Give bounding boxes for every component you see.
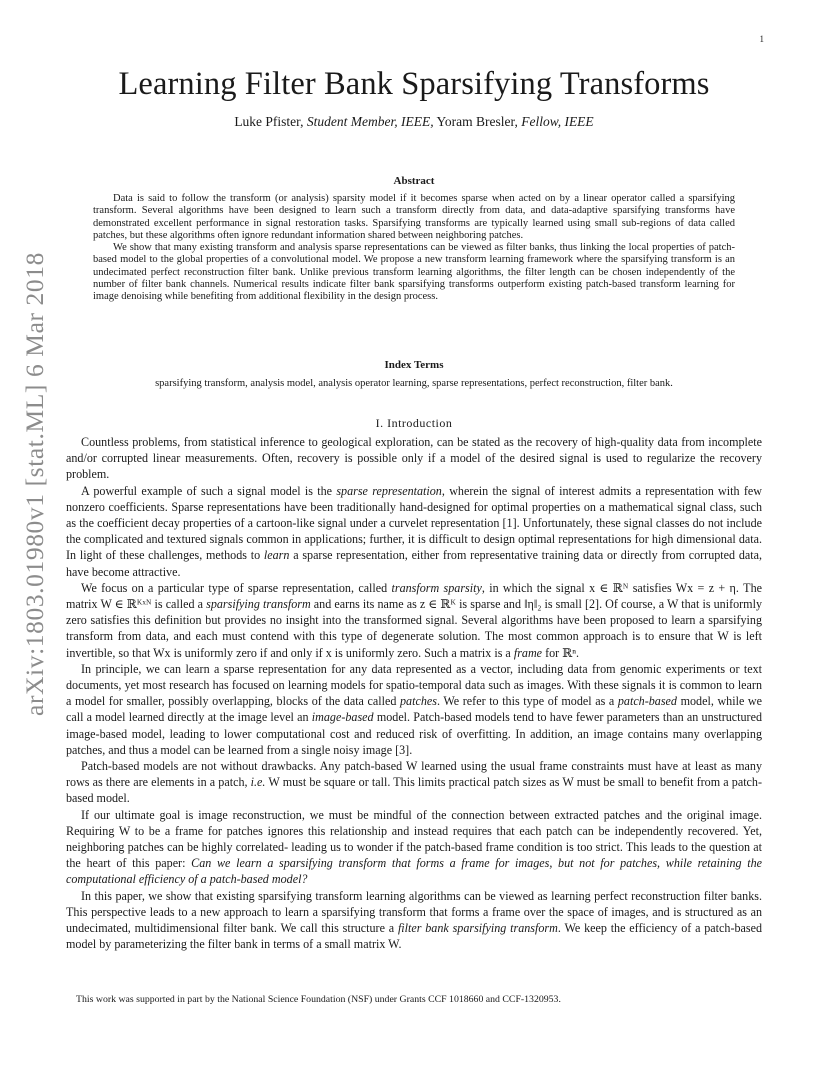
- text-run: If our ultimate goal is image reconstruction, we must be mindful of the connection between extracted patches and the original image. Requiring W to be a frame for patches ignores this relationship and instead requires that each patch can be independently recovered. Yet, neighboring patches can be highly correlated- leading us to wonder if the patch-based frame condition is too strict. This leads to the question at the heart of this paper:: [66, 807, 762, 871]
- text-run: a sparse representation, either from representative training data or directly from corrupted data, have become attractive.: [66, 548, 762, 579]
- text-run: We focus on a particular type of sparse representation, called: [81, 580, 392, 595]
- emphasis: image-based: [311, 710, 374, 725]
- text-run: A powerful example of such a signal model is the: [81, 483, 337, 498]
- footnote: This work was supported in part by the National Science Foundation (NSF) under Grants CCF 1018660 and CCF-1320953.: [76, 994, 561, 1005]
- emphasis: i.e.: [250, 775, 266, 790]
- emphasis: transform sparsity: [391, 580, 482, 595]
- abstract: [93, 193, 735, 303]
- paragraph: [66, 580, 762, 661]
- abstract-paragraph: We show that many existing transform and analysis sparse representations can be viewed as filter banks, thus linking the local properties of patch-based model to the global properties of a convolutional model. We propose a new transform learning framework where the sparsifying transform is an undecimated perfect reconstruction filter bank. Unlike previous transform learning algorithms, the filter length can be chosen independently of the number of filter bank channels. Numerical results indicate filter bank sparsifying transforms outperform existing patch-based transform learning for image denoising while benefiting from additional flexibility in the design process.: [93, 242, 735, 302]
- text-run: and earns its name as z ∈ ℝᴷ is sparse and ‖η‖₂ is small [2]. Of course, a W that is uniformly zero satisfies this definition but provides no insight into the transformed signal. Several algorithms have been proposed to learn a sparsifying transform from data, and each must contend with this type of degenerate solution. The most common approach is to ensure that W is left invertible, so that Wx is uniformly zero if and only if x is uniformly zero. Such a matrix is a: [66, 597, 762, 660]
- author-2: Yoram Bresler,: [433, 114, 522, 129]
- text-run: . We refer to this type of model as a: [436, 694, 618, 709]
- paragraph: [66, 758, 762, 807]
- emphasis: patches: [400, 694, 437, 709]
- paragraph: Countless problems, from statistical inference to geological exploration, can be stated as the recovery of high-quality data from incomplete and/or corrupted linear measurements. Often, recovery is possible only if a model of the desired signal is used to regularize the recovery problem.: [66, 435, 762, 482]
- emphasis: frame: [513, 645, 543, 660]
- text-run: for ℝⁿ.: [542, 645, 580, 660]
- text-run: In this paper, we show that existing sparsifying transform learning algorithms can be viewed as learning perfect reconstruction filter banks. This perspective leads to a new approach to learn a sparsifying transform that forms a frame over the space of images, and is structured as an undecimated, multidimensional filter bank. We call this structure a: [66, 888, 762, 936]
- paragraph: [66, 807, 762, 888]
- emphasis: sparsifying transform: [206, 597, 311, 612]
- emphasis: patch-based: [617, 694, 677, 709]
- text-run: . We keep the efficiency of a patch-based model by parameterizing the filter bank in terms of a small matrix W.: [66, 921, 763, 952]
- text-run: In principle, we can learn a sparse representation for any data represented as a vector, including data from genomic experiments or text documents, yet most research has focused on learning models for spatio-temporal data such as images. With these signals it is common to learn a model for smaller, possibly overlapping, blocks of the data called: [66, 661, 762, 709]
- section-body: [66, 434, 762, 953]
- index-terms-heading: Index Terms: [384, 359, 444, 371]
- emphasis: sparse representation: [336, 483, 442, 498]
- abstract-paragraph: Data is said to follow the transform (or analysis) sparsity model if it becomes sparse when acted on by a linear operator called a sparsifying transform. Several algorithms have been designed to learn such a transform directly from data, and data-adaptive sparsifying transforms have demonstrated excellent performance in signal restoration tasks. Sparsifying transforms are typically learned using small sub-regions of data called patches, but these algorithms often ignore redundant information shared between neighboring patches.: [93, 193, 735, 241]
- paper-title: Learning Filter Bank Sparsifying Transforms: [118, 66, 710, 102]
- paragraph: [66, 888, 762, 953]
- emphasis: filter bank sparsifying transform: [397, 921, 558, 936]
- abstract-heading: Abstract: [393, 175, 435, 187]
- emphasis: learn: [263, 548, 290, 563]
- arxiv-stamp: [20, 252, 50, 716]
- author-1: Luke Pfister,: [234, 114, 307, 129]
- paragraph: [66, 661, 762, 758]
- author-line: [0, 114, 828, 130]
- page-number: 1: [759, 34, 764, 44]
- index-terms: sparsifying transform, analysis model, analysis operator learning, sparse representations, perfect reconstruction, filter bank.: [155, 378, 673, 389]
- section-heading: I. Introduction: [375, 416, 453, 430]
- paragraph: [66, 483, 762, 580]
- arxiv-stamp-text: arXiv:1803.01980v1 [stat.ML] 6 Mar 2018: [20, 252, 49, 716]
- text-run: , wherein the signal of interest admits a representation with few nonzero coefficients. Sparse representations have been traditionally hand-designed for optimal properties on a mathematical signal class, such as the coefficient decay properties of a cartoon-like signal under a curvelet representation [1]. Unfortunately, these signal classes do not include the complicated and textured signals common in applications; further, it is difficult to design optimal representations for high dimensional data. In light of these challenges, methods to: [66, 483, 762, 563]
- text-run: , in which the signal x ∈ ℝᴺ satisfies Wx = z + η. The matrix W ∈ ℝᴷˣᴺ is called a: [66, 580, 762, 612]
- text-run: model. Patch-based models tend to have fewer parameters than an unstructured image-based model, leading to lower computational cost and reduced risk of overfitting. In addition, an image contains many overlapping patches, and thus a model can be learned from a single noisy image [3].: [66, 710, 762, 757]
- text-run: model, while we call a model learned directly at the image level an: [66, 694, 763, 725]
- author-2-role: Fellow, IEEE: [521, 114, 594, 129]
- emphasis: Can we learn a sparsifying transform that forms a frame for images, but not for patches, while retaining the computational efficiency of a patch-based model?: [66, 856, 762, 887]
- author-1-role: Student Member, IEEE,: [306, 114, 434, 129]
- text-run: Patch-based models are not without drawbacks. Any patch-based W learned using the usual frame constraints must have at least as many rows as there are elements in a patch,: [66, 759, 762, 790]
- text-run: W must be square or tall. This limits practical patch sizes as W must be small to benefit from a patch-based model.: [66, 775, 762, 806]
